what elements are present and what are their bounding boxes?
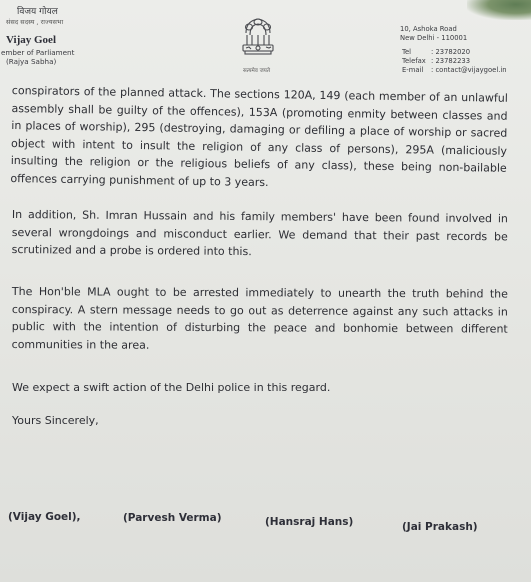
address-telephone — [402, 48, 470, 56]
paragraph-sections: conspirators of the planned attack. The sections 120A, 149 (each member of an unlawful assembly shall be guilty of the offences), 153A (promoting enmity between classes and in places of worship), 295 (destroying, damaging or defiling a place of worship or sacred object with intent to insult the religion of any class of persons), 295A (maliciously insulting the religion or the religious beliefs of any class), these being non-bailable offences carrying punishment of up to 3 years. — [10, 83, 508, 189]
address-line-2: New Delhi - 110001 — [400, 34, 468, 42]
signatory-hansraj-hans: (Hansraj Hans) — [265, 516, 354, 528]
letterhead-name: Vijay Goel — [6, 34, 56, 46]
signatory-parvesh-verma: (Parvesh Verma) — [123, 512, 222, 524]
tel-label: Tel — [402, 48, 412, 56]
plant-leaves — [467, 0, 531, 20]
emblem-caption: सत्यमेव जयते — [243, 68, 271, 74]
tel-value: : 23782020 — [431, 48, 471, 56]
letterhead-role: ember of Parliament — [1, 48, 75, 57]
fax-label: Telefax — [402, 57, 426, 65]
closing-salutation: Yours Sincerely, — [12, 414, 99, 427]
letterhead-hindi-role: संसद सदस्य , राज्यसभा — [6, 18, 64, 26]
signatory-vijay-goel: (Vijay Goel), — [8, 511, 81, 523]
signatory-jai-prakash: (Jai Prakash) — [402, 521, 478, 533]
fax-value: : 23782233 — [431, 57, 471, 65]
letterhead-house: (Rajya Sabha) — [6, 57, 57, 66]
paragraph-past-records: In addition, Sh. Imran Hussain and his family members' have been found involved in several wrongdoings and misconduct earlier. We demand that their past records be scrutinized and a probe is ordered into this. — [11, 207, 508, 259]
address-line-1: 10, Ashoka Road — [400, 25, 457, 33]
letterhead-hindi-name: विजय गोयल — [17, 7, 58, 17]
email-label: E-mail — [402, 66, 424, 74]
address-telefax — [402, 57, 470, 65]
paragraph-arrest-demand: The Hon'ble MLA ought to be arrested immediately to unearth the truth behind the conspiracy. A stern message needs to go out as deterrence against any such attacks in public with the intention of disturbing the peace and bonhomie between different communities in the area. — [11, 284, 508, 352]
paragraph-expectation: We expect a swift action of the Delhi police in this regard. — [12, 381, 331, 394]
national-emblem-icon — [236, 13, 280, 61]
address-email — [402, 66, 507, 74]
email-value: : contact@vijaygoel.in — [431, 66, 507, 74]
